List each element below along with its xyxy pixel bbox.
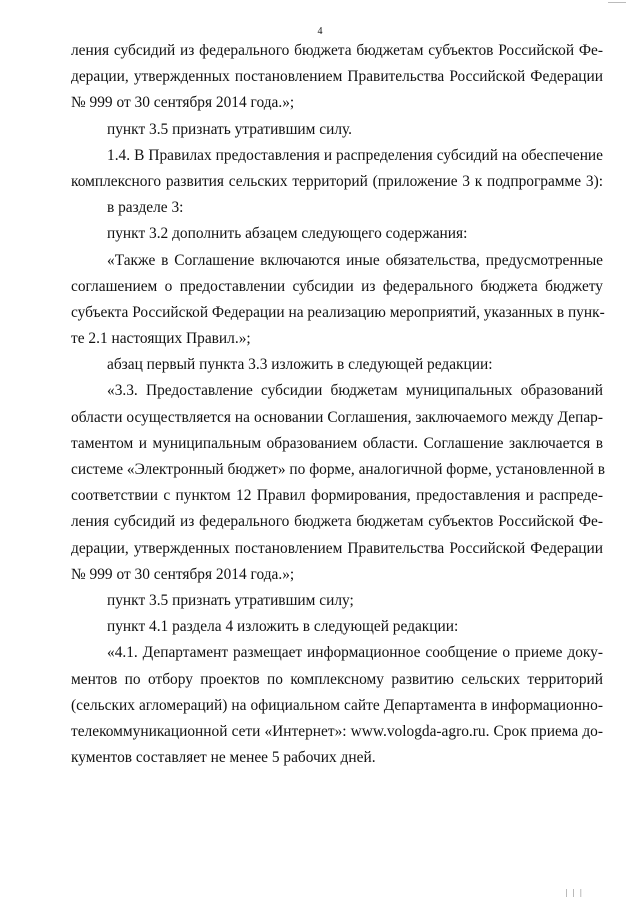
text-line: № 999 от 30 сентября 2014 года.»; (71, 94, 295, 112)
text-line: в разделе 3: (107, 199, 184, 217)
text-line: системе «Электронный бюджет» по форме, аналогичной форме, установленной в (71, 461, 606, 478)
scan-mark-bottom: | | | (565, 888, 584, 897)
text-line: пункт 3.5 признать утратившим силу; (107, 591, 354, 609)
text-line: телекоммуникационной сети «Интернет»: www.vologda-agro.ru. Срок приема до- (71, 722, 603, 740)
text-line: пункт 3.5 признать утратившим силу. (107, 120, 353, 138)
text-line: абзац первый пункта 3.3 изложить в следующей редакции: (107, 356, 493, 374)
text-line: пункт 3.2 дополнить абзацем следующего содержания: (107, 225, 468, 243)
text-line: субъекта Российской Федерации на реализацию мероприятий, указанных в пунк- (71, 303, 605, 321)
text-line: области осуществляется на основании Соглашения, заключаемого между Депар- (71, 408, 603, 426)
text-line: кументов составляет не менее 5 рабочих дней. (71, 749, 376, 767)
text-line: ления субсидий из федерального бюджета бюджетам субъектов Российской Фе- (71, 42, 603, 59)
text-line: соответствии с пунктом 12 Правил формирования, предоставления и распреде- (71, 487, 603, 505)
text-line: комплексного развития сельских территорий (приложение 3 к подпрограмме 3): (71, 172, 603, 190)
text-line: ментов по отбору проектов по комплексному развитию сельских территорий (71, 670, 603, 688)
text-line: дерации, утвержденных постановлением Правительства Российской Федерации (71, 539, 603, 557)
text-line: 1.4. В Правилах предоставления и распределения субсидий на обеспечение (107, 146, 603, 164)
text-line: (сельских агломераций) на официальном сайте Департамента в информационно- (71, 696, 603, 714)
text-line: «Также в Соглашение включаются иные обязательства, предусмотренные (107, 251, 603, 269)
scan-mark-top (608, 2, 626, 3)
text-line: дерации, утвержденных постановлением Правительства Российской Федерации (71, 68, 603, 86)
text-line: ления субсидий из федерального бюджета бюджетам субъектов Российской Фе- (71, 513, 603, 531)
text-line: «3.3. Предоставление субсидии бюджетам муниципальных образований (107, 382, 603, 400)
text-line: те 2.1 настоящих Правил.»; (71, 330, 251, 348)
page-number: 4 (317, 26, 323, 37)
text-line: № 999 от 30 сентября 2014 года.»; (71, 565, 295, 583)
text-line: «4.1. Департамент размещает информационное сообщение о приеме доку- (107, 644, 603, 662)
document-body (71, 38, 606, 771)
text-line: таментом и муниципальным образованием области. Соглашение заключается в (71, 434, 603, 452)
text-line: соглашением о предоставлении субсидии из федерального бюджета бюджету (71, 277, 603, 295)
text-line: пункт 4.1 раздела 4 изложить в следующей редакции: (107, 618, 459, 636)
